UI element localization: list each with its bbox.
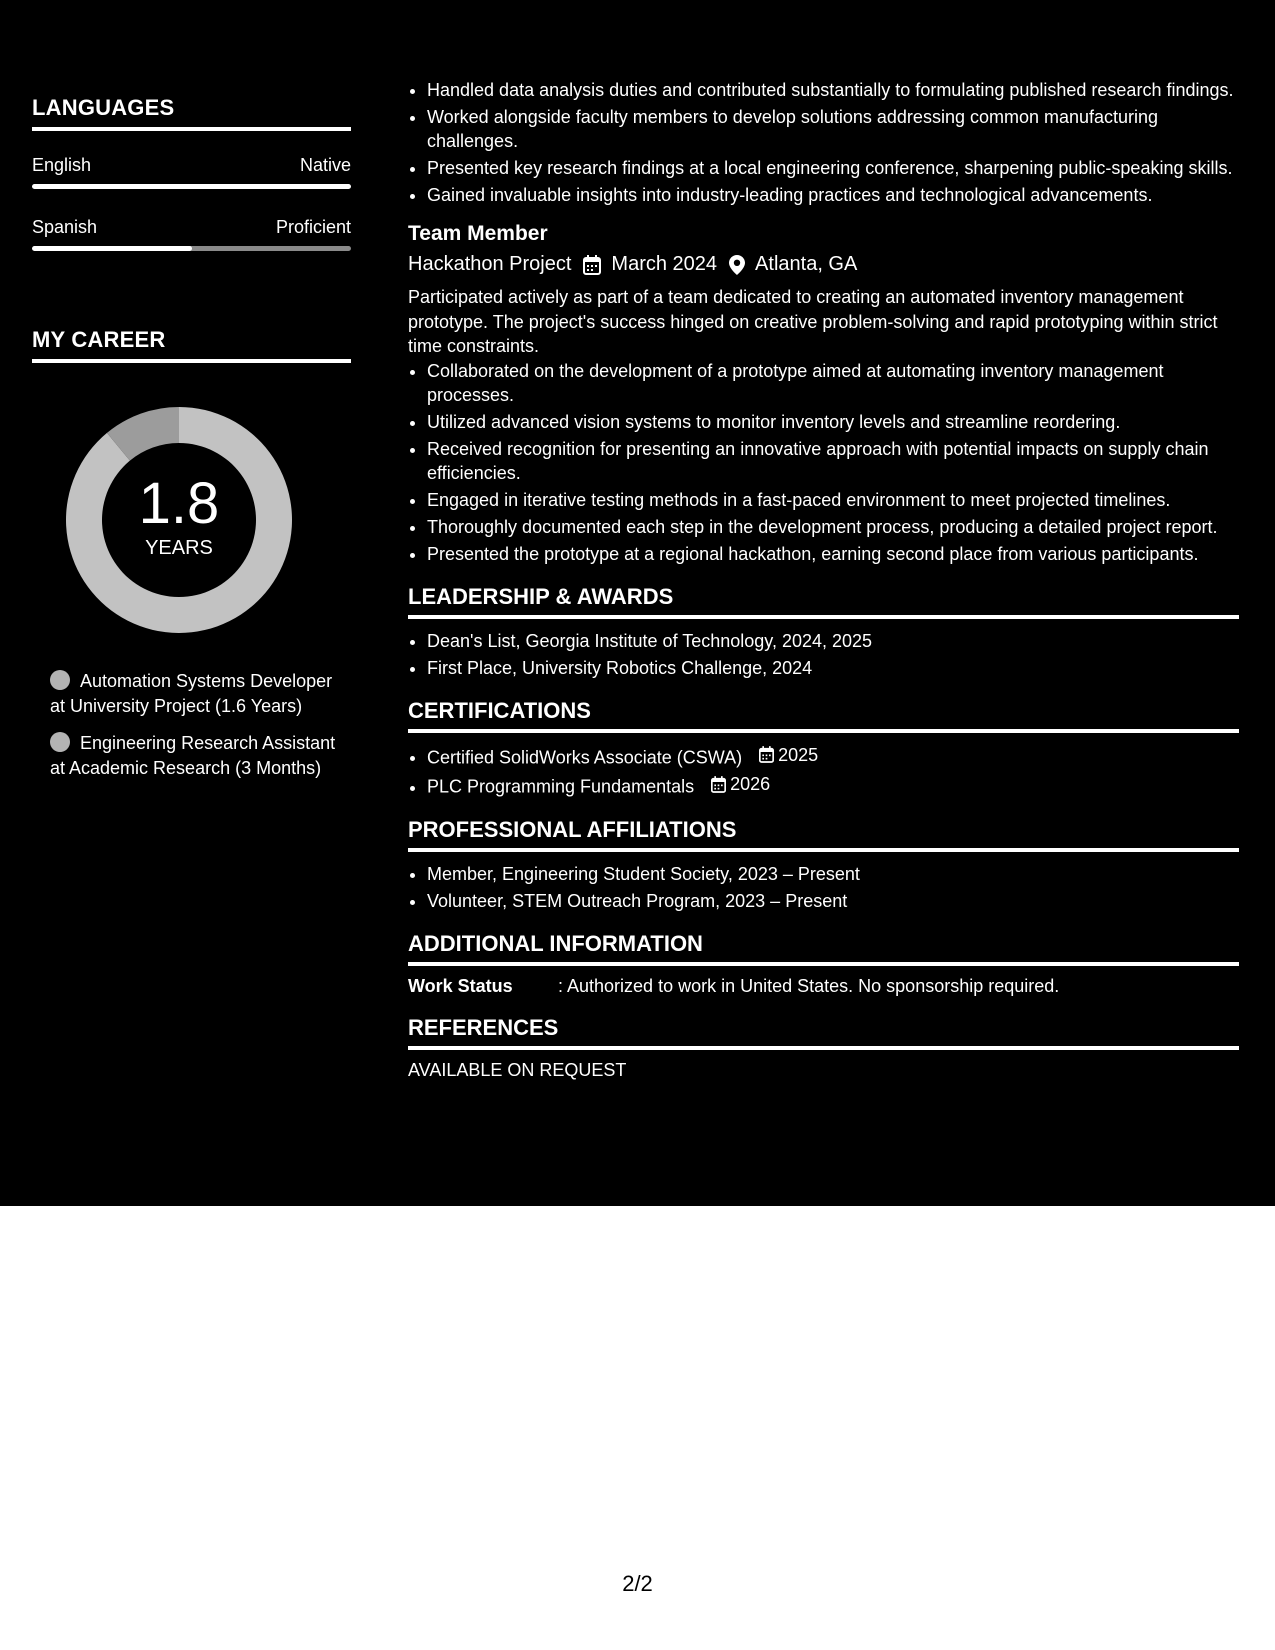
role-bullets: [408, 359, 1239, 566]
language-proficiency-fill: [32, 246, 192, 251]
list-item: • Engaged in iterative testing methods in a fast-paced environment to meet projected timelines.: [427, 488, 1239, 512]
location-pin-icon: [729, 255, 745, 275]
language-level: Native: [299, 155, 351, 175]
list-item: [427, 743, 1239, 770]
role-description: Participated actively as part of a team dedicated to creating an automated inventory management prototype. The project's success hinged on creative problem-solving and rapid prototyping within strict time constraints.: [408, 287, 1218, 356]
language-english: [32, 155, 351, 189]
list-item: • Thoroughly documented each step in the development process, producing a detailed project report.: [427, 515, 1239, 539]
legend-dot-icon: [50, 670, 70, 690]
certifications-list: [408, 743, 1239, 799]
career-legend-item: Engineering Research Assistant at Academic Research (3 Months): [50, 733, 336, 778]
role-title: Team Member: [408, 222, 548, 245]
role-org: Hackathon Project: [408, 253, 572, 275]
references-text: AVAILABLE ON REQUEST: [408, 1059, 627, 1080]
list-item: • Presented the prototype at a regional hackathon, earning second place from various participants.: [427, 542, 1239, 566]
work-status-value: : Authorized to work in United States. No sponsorship required.: [558, 975, 1060, 996]
language-spanish: [32, 217, 351, 251]
page-number: 2/2: [622, 1571, 653, 1596]
leadership-list: [408, 629, 1239, 680]
legend-dot-icon: [50, 732, 70, 752]
career-years-unit: YEARS: [145, 536, 213, 559]
language-name: Spanish: [32, 217, 98, 237]
list-item: • Received recognition for presenting an innovative approach with potential impacts on supply chain efficiencies.: [427, 437, 1239, 485]
work-status-label: Work Status: [408, 975, 513, 996]
certifications-heading: CERTIFICATIONS: [408, 698, 1239, 733]
list-item: • Collaborated on the development of a prototype aimed at automating inventory management processes.: [427, 359, 1239, 407]
list-item: • Member, Engineering Student Society, 2023 – Present: [427, 862, 1239, 886]
list-item: [427, 772, 1239, 799]
role-date: March 2024: [611, 253, 718, 275]
certification-year: 2025: [778, 744, 819, 765]
career-legend-item: Automation Systems Developer at University Project (1.6 Years): [50, 671, 333, 716]
list-item: • Dean's List, Georgia Institute of Technology, 2024, 2025: [427, 629, 1239, 653]
additional-info-heading: ADDITIONAL INFORMATION: [408, 931, 1239, 966]
career-heading: MY CAREER: [32, 327, 351, 363]
certification-year: 2026: [730, 774, 771, 794]
sidebar: [32, 95, 351, 793]
main-content: [408, 78, 1239, 1081]
certification-name: Certified SolidWorks Associate (CSWA): [427, 747, 743, 767]
list-item: • Worked alongside faculty members to develop solutions addressing common manufacturing challenges.: [427, 105, 1239, 153]
calendar-icon: [711, 776, 726, 793]
affiliations-list: [408, 862, 1239, 913]
calendar-icon: [583, 255, 601, 275]
career-donut-chart: [66, 407, 292, 633]
list-item: • Utilized advanced vision systems to monitor inventory levels and streamline reordering.: [427, 410, 1239, 434]
language-proficiency-bar: [32, 184, 351, 189]
language-name: English: [32, 155, 92, 175]
leadership-heading: LEADERSHIP & AWARDS: [408, 584, 1239, 619]
role-meta: [408, 253, 1239, 276]
work-status-row: [408, 976, 1239, 997]
list-item: • Gained invaluable insights into industry-leading practices and technological advancements.: [427, 183, 1239, 207]
role-location: Atlanta, GA: [755, 253, 858, 275]
affiliations-heading: PROFESSIONAL AFFILIATIONS: [408, 817, 1239, 852]
career-legend: [50, 669, 340, 781]
language-level: Proficient: [275, 217, 351, 237]
list-item: • First Place, University Robotics Challenge, 2024: [427, 656, 1239, 680]
previous-role-bullets: [408, 78, 1239, 207]
certification-name: PLC Programming Fundamentals: [427, 776, 695, 797]
calendar-icon: [759, 746, 774, 763]
career-years-value: 1.8: [138, 470, 220, 536]
list-item: • Presented key research findings at a local engineering conference, sharpening public-speaking skills.: [427, 156, 1239, 180]
language-proficiency-bar: [32, 246, 351, 251]
list-item: • Volunteer, STEM Outreach Program, 2023 – Present: [427, 889, 1239, 913]
list-item: • Handled data analysis duties and contributed substantially to formulating published research findings.: [427, 78, 1239, 102]
language-proficiency-fill: [32, 184, 351, 189]
languages-heading: LANGUAGES: [32, 95, 351, 131]
references-heading: REFERENCES: [408, 1015, 1239, 1050]
